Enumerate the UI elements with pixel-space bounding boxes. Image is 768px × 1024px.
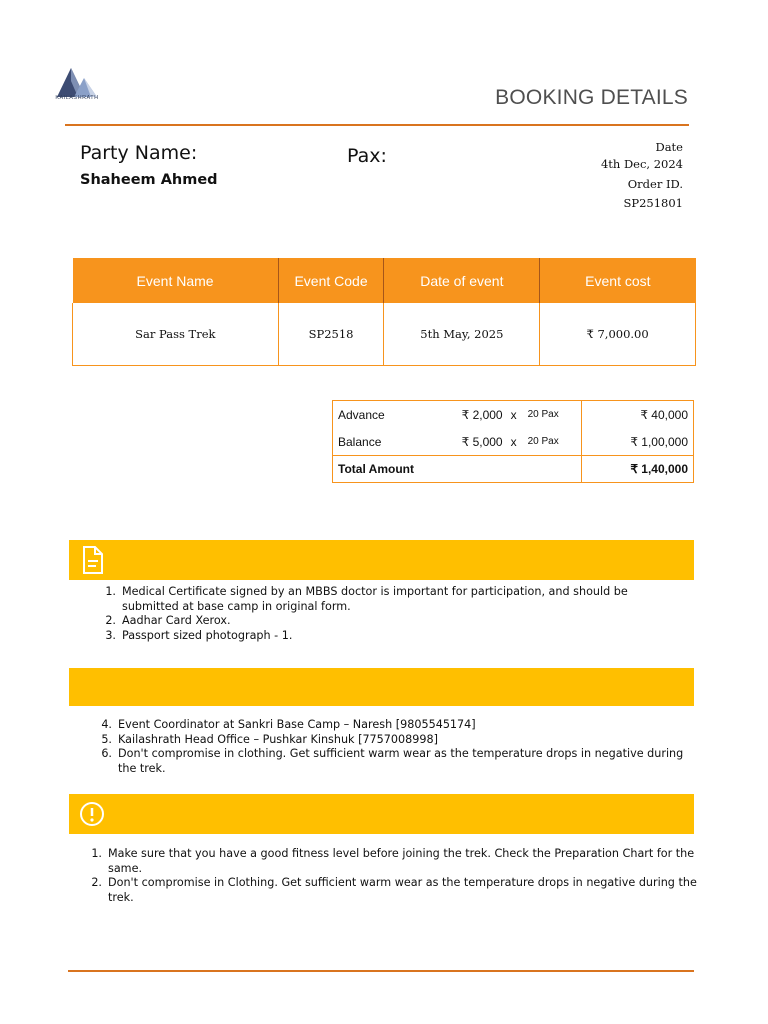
mountain-logo-icon xyxy=(52,64,102,98)
total-amount-value: ₹ 1,40,000 xyxy=(581,456,693,483)
contacts-list xyxy=(92,718,692,776)
event-date-cell: 5th May, 2025 xyxy=(384,303,540,366)
list-item: 3. Passport sized photograph - 1. xyxy=(105,628,293,642)
advance-rate: ₹ 2,000 xyxy=(461,407,503,422)
list-item: 6. Don't compromise in clothing. Get sufficient warm wear as the temperature drops in negative during the trek. xyxy=(101,747,684,775)
list-item: 1. Make sure that you have a good fitness level before joining the trek. Check the Preparation Chart for the same. xyxy=(91,847,695,875)
documents-list xyxy=(96,585,656,643)
event-code-cell: SP2518 xyxy=(278,303,384,366)
party-name-value: Shaheem Ahmed xyxy=(80,172,218,188)
advance-total: ₹ 40,000 xyxy=(581,401,693,429)
document-title: BOOKING DETAILS xyxy=(495,86,688,109)
logo-text: KAILASHRATH xyxy=(55,95,99,101)
contacts-section-bar xyxy=(69,668,694,706)
list-item: 1. Medical Certificate signed by an MBBS doctor is important for participation, and should be submitted at base camp in original form. xyxy=(105,585,628,613)
event-name-cell: Sar Pass Trek xyxy=(73,303,279,366)
balance-pax: 20 Pax xyxy=(527,436,559,447)
advance-row xyxy=(333,401,694,429)
list-item: 5. Kailashrath Head Office – Pushkar Kinshuk [7757008998] xyxy=(101,732,438,746)
balance-label: Balance xyxy=(338,434,382,449)
order-id-label: Order ID. xyxy=(627,177,683,191)
event-table xyxy=(72,258,696,366)
document-icon xyxy=(73,542,107,578)
alert-icon xyxy=(73,796,107,832)
event-cost-cell: ₹ 7,000.00 xyxy=(540,303,696,366)
total-row xyxy=(333,456,694,483)
column-header-event-cost: Event cost xyxy=(540,258,696,303)
balance-total: ₹ 1,00,000 xyxy=(581,428,693,456)
balance-row xyxy=(333,428,694,456)
column-header-date-of-event: Date of event xyxy=(384,258,540,303)
advance-label: Advance xyxy=(338,407,385,422)
column-header-event-name: Event Name xyxy=(73,258,279,303)
advance-pax: 20 Pax xyxy=(527,409,559,420)
pax-label: Pax: xyxy=(347,145,387,167)
header-divider xyxy=(65,124,689,126)
notes-section-bar xyxy=(69,794,694,834)
footer-divider xyxy=(68,970,694,972)
event-table-header-row xyxy=(73,258,696,303)
balance-rate: ₹ 5,000 xyxy=(461,434,503,449)
advance-multiply-sign: x xyxy=(510,407,517,422)
order-id-value: SP251801 xyxy=(623,196,683,210)
notes-list xyxy=(82,847,700,905)
date-label: Date xyxy=(655,140,683,154)
list-item: 4. Event Coordinator at Sankri Base Camp – Naresh [9805545174] xyxy=(101,718,476,731)
date-value: 4th Dec, 2024 xyxy=(600,157,683,171)
list-item: 2. Aadhar Card Xerox. xyxy=(105,614,231,627)
amount-table xyxy=(332,400,694,483)
balance-multiply-sign: x xyxy=(510,434,517,449)
party-name-label: Party Name: xyxy=(80,142,198,164)
documents-section-bar xyxy=(69,540,694,580)
list-item: 2. Don't compromise in Clothing. Get sufficient warm wear as the temperature drops in negative during the trek. xyxy=(91,876,697,904)
column-header-event-code: Event Code xyxy=(278,258,384,303)
total-amount-label: Total Amount xyxy=(333,456,582,483)
table-row xyxy=(73,303,696,366)
